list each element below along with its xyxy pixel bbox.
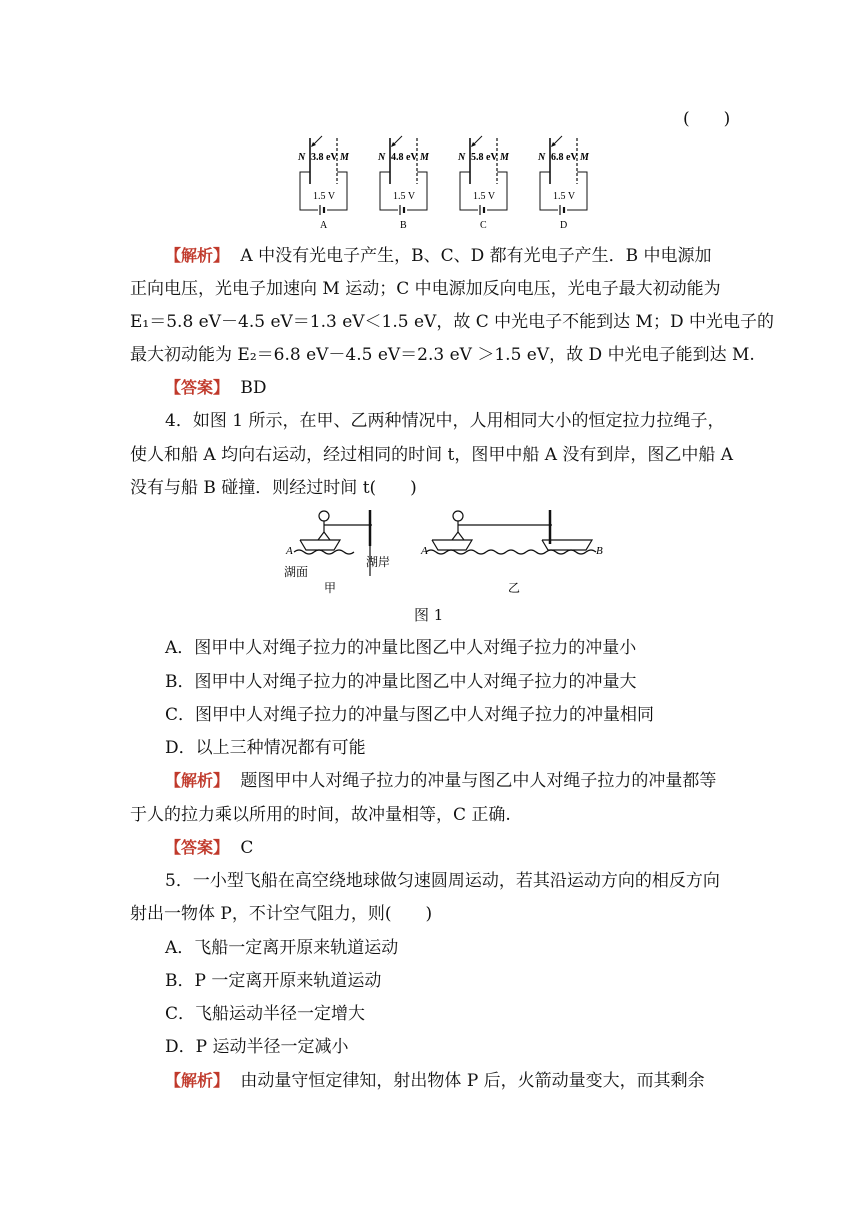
plate-m-label: M (580, 152, 589, 163)
q5-option-d: D．P 运动半径一定减小 (165, 1037, 349, 1057)
boat-a-label: A (286, 545, 293, 557)
boat-a-label: A (421, 545, 428, 557)
q4-option-a: A．图甲中人对绳子拉力的冲量比图乙中人对绳子拉力的冲量小 (165, 638, 637, 658)
answer-value: BD (240, 378, 267, 398)
plate-m-label: M (500, 152, 509, 163)
q5-option-c: C．飞船运动半径一定增大 (165, 1004, 366, 1024)
voltage-label: 1.5 V (393, 191, 416, 202)
boat-b-label: B (596, 545, 603, 557)
circuit-label: B (400, 220, 407, 231)
voltage-label: 1.5 V (313, 191, 336, 202)
boat-figure (280, 508, 610, 602)
answer-tag: 【答案】 (165, 378, 230, 397)
figure-caption-yi: 乙 (508, 581, 521, 595)
analysis-text: 由动量守恒定律知，射出物体 P 后，火箭动量变大，而其剩余 (240, 1071, 705, 1091)
photon-energy-label: 4.8 eV (391, 152, 418, 163)
q5-analysis-line-1 (165, 1069, 705, 1093)
plate-n-label: N (538, 152, 546, 163)
q4-analysis-line-1 (165, 769, 716, 793)
plate-m-label: M (420, 152, 429, 163)
q5-stem-line-2: 射出一物体 P，不计空气阻力，则( ) (130, 904, 433, 924)
lake-surface-label: 湖面 (284, 565, 309, 579)
q4-option-d: D．以上三种情况都有可能 (165, 738, 366, 758)
photon-energy-label: 5.8 eV (471, 152, 498, 163)
q4-analysis-line-2: 于人的拉力乘以所用的时间，故冲量相等，C 正确. (130, 805, 511, 825)
figure-title: 图 1 (414, 606, 444, 624)
plate-n-label: N (458, 152, 466, 163)
plate-n-label: N (298, 152, 306, 163)
answer-tag: 【答案】 (165, 838, 230, 857)
q3-analysis-line-4: 最大初动能为 E₂＝6.8 eV－4.5 eV＝2.3 eV ＞1.5 eV，故 D 中光电子能到达 M. (130, 345, 755, 365)
analysis-tag: 【解析】 (165, 771, 230, 790)
figure-caption-jia: 甲 (324, 581, 337, 595)
voltage-label: 1.5 V (473, 191, 496, 202)
photon-energy-label: 3.8 eV (311, 152, 338, 163)
analysis-text: A 中没有光电子产生，B、C、D 都有光电子产生．B 中电源加 (240, 246, 712, 266)
q4-stem-line-3: 没有与船 B 碰撞．则经过时间 t( ) (130, 478, 417, 498)
plate-n-label: N (378, 152, 386, 163)
q3-answer-line (165, 376, 267, 400)
voltage-label: 1.5 V (553, 191, 576, 202)
q5-option-a: A．飞船一定离开原来轨道运动 (165, 938, 399, 958)
q4-stem-line-2: 使人和船 A 均向右运动，经过相同的时间 t，图甲中船 A 没有到岸，图乙中船 A (130, 445, 734, 465)
photon-energy-label: 6.8 eV (551, 152, 578, 163)
q5-option-b: B．P 一定离开原来轨道运动 (165, 971, 382, 991)
q5-stem-line-1: 5．一小型飞船在高空绕地球做匀速圆周运动，若其沿运动方向的相反方向 (165, 871, 720, 891)
answer-value: C (240, 838, 254, 858)
circuit-label: C (480, 220, 487, 231)
answer-blank-paren: ( ) (683, 109, 731, 129)
analysis-tag: 【解析】 (165, 1071, 230, 1090)
q3-analysis-line-2: 正向电压，光电子加速向 M 运动；C 中电源加反向电压，光电子最大初动能为 (130, 279, 721, 299)
lake-shore-label: 湖岸 (366, 555, 391, 569)
q4-option-c: C．图甲中人对绳子拉力的冲量与图乙中人对绳子拉力的冲量相同 (165, 705, 655, 725)
plate-m-label: M (340, 152, 349, 163)
analysis-text: 题图甲中人对绳子拉力的冲量与图乙中人对绳子拉力的冲量都等 (240, 771, 717, 791)
q4-answer-line (165, 836, 253, 860)
q3-analysis-line-1 (165, 244, 712, 268)
circuit-label: D (560, 220, 568, 231)
q3-analysis-line-3: E₁＝5.8 eV－4.5 eV＝1.3 eV＜1.5 eV，故 C 中光电子不能到达 M；D 中光电子的 (130, 312, 774, 332)
photoelectric-circuits-figure (290, 132, 620, 236)
q4-option-b: B．图甲中人对绳子拉力的冲量比图乙中人对绳子拉力的冲量大 (165, 672, 637, 692)
circuit-label: A (320, 220, 328, 231)
q4-stem-line-1: 4．如图 1 所示，在甲、乙两种情况中，人用相同大小的恒定拉力拉绳子， (165, 411, 725, 431)
analysis-tag: 【解析】 (165, 246, 230, 265)
